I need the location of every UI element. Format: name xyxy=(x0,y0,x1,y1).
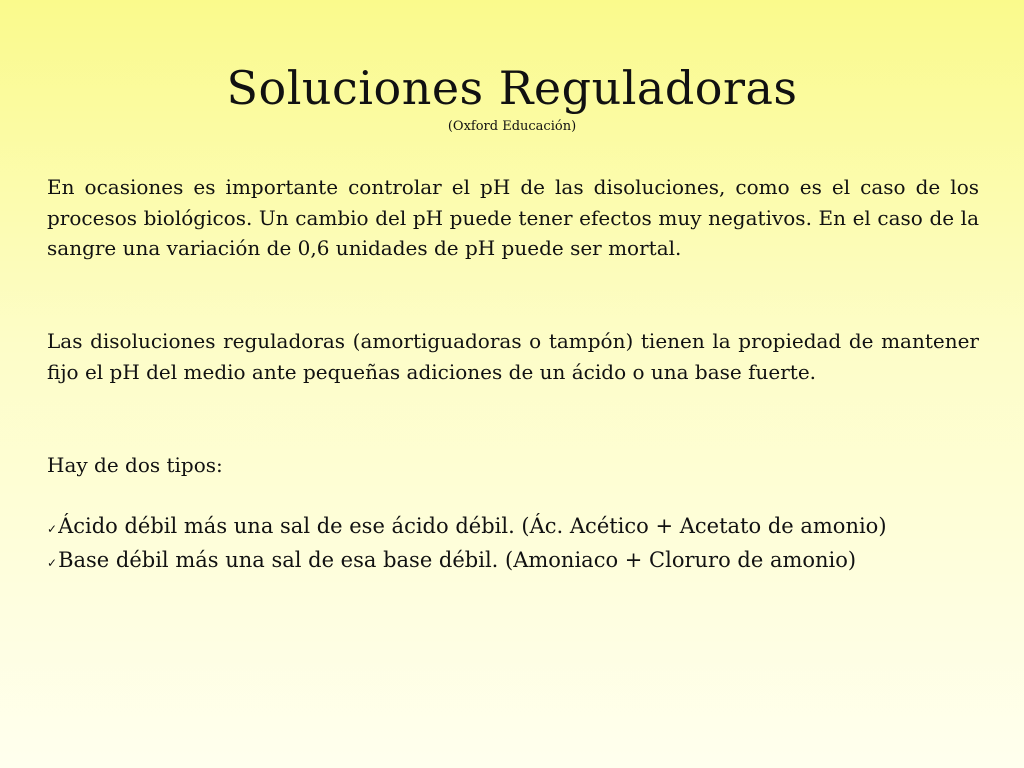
types-list xyxy=(47,511,1007,578)
list-item-text: Ácido débil más una sal de ese ácido débil. (Ác. Acético + Acetato de amonio) xyxy=(58,514,887,538)
check-icon: ✓ xyxy=(47,522,58,536)
paragraph-definition: Las disoluciones reguladoras (amortiguadoras o tampón) tienen la propiedad de mantener fijo el pH del medio ante pequeñas adiciones de un ácido o una base fuerte. xyxy=(47,329,979,384)
slide-title: Soluciones Reguladoras xyxy=(226,61,798,115)
list-item xyxy=(47,511,1007,545)
paragraph-intro: En ocasiones es importante controlar el pH de las disoluciones, como es el caso de los procesos biológicos. Un cambio del pH puede tener efectos muy negativos. En el caso de la sangre una variación de 0,6 unidades de pH puede ser mortal. xyxy=(47,175,979,260)
slide-subtitle: (Oxford Educación) xyxy=(447,119,577,134)
list-item xyxy=(47,545,1007,579)
list-item-text: Base débil más una sal de esa base débil. (Amoniaco + Cloruro de amonio) xyxy=(58,547,857,572)
paragraph-types-heading: Hay de dos tipos: xyxy=(47,453,223,477)
check-icon: ✓ xyxy=(47,555,58,570)
